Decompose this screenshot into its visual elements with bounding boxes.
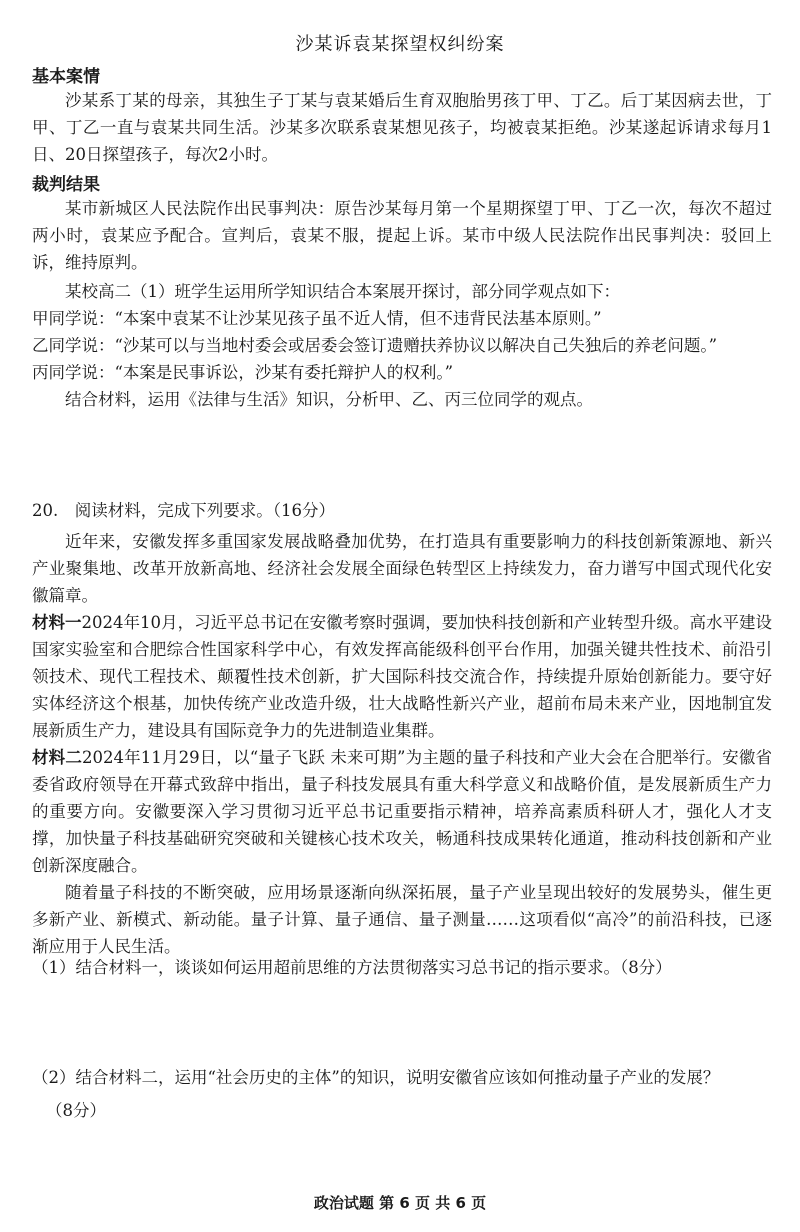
basic-facts-section [32, 62, 772, 168]
question-20-header: 20. 阅读材料，完成下列要求。（16分） [32, 501, 335, 520]
material-2-text-continued: 随着量子科技的不断突破，应用场景逐渐向纵深拓展，量子产业呈现出较好的发展势头，催生更多新产业、新模式、新动能。量子计算、量子通信、量子测量……这项看似“高冷”的前沿科技，已逐渐应用于人民生活。 [32, 883, 772, 956]
view-yi: 乙同学说：“沙某可以与当地村委会或居委会签订遗赠扶养协议以解决自己失独后的养老问题。” [32, 336, 718, 355]
judgment-heading: 裁判结果 [32, 175, 100, 195]
question-20-intro: 近年来，安徽发挥多重国家发展战略叠加优势，在打造具有重要影响力的科技创新策源地、新兴产业聚集地、改革开放新高地、经济社会发展全面绿色转型区上持续发力，奋力谱写中国式现代化安徽篇章。 [32, 532, 772, 605]
material-1-text: 2024年10月，习近平总书记在安徽考察时强调，要加快科技创新和产业转型升级。高水平建设国家实验室和合肥综合性国家科学中心，有效发挥高能级科创平台作用，加强关键共性技术、前沿引领技术、现代工程技术、颠覆性技术创新，扩大国际科技交流合作，持续提升原始创新能力。要守好实体经济这个根基，加快传统产业改造升级，壮大战略性新兴产业，超前布局未来产业，因地制宜发展新质生产力，建设具有国际竞争力的先进制造业集群。 [32, 613, 772, 740]
judgment-section [32, 170, 772, 276]
basic-facts-heading: 基本案情 [32, 67, 100, 87]
judgment-text: 某市新城区人民法院作出民事判决：原告沙某每月第一个星期探望丁甲、丁乙一次，每次不超过两小时，袁某应予配合。宣判后，袁某不服，提起上诉。某市中级人民法院作出民事判决：驳回上诉，维持原判。 [32, 199, 772, 272]
discussion-section [32, 278, 772, 413]
discussion-intro: 某校高二（1）班学生运用所学知识结合本案展开探讨，部分同学观点如下： [65, 282, 620, 301]
sub-question-2-points: （8分） [46, 1101, 106, 1120]
material-2-label: 材料二 [32, 748, 82, 767]
sub-question-2 [32, 1064, 772, 1124]
page-footer: 政治试题 第 6 页 共 6 页 [313, 1194, 487, 1212]
material-1-label: 材料一 [32, 613, 82, 632]
view-bing: 丙同学说：“本案是民事诉讼，沙某有委托辩护人的权利。” [32, 363, 454, 382]
material-2-text: 2024年11月29日，以“量子飞跃 未来可期”为主题的量子科技和产业大会在合肥举行。安徽省委省政府领导在开幕式致辞中指出，量子科技发展具有重大科学意义和战略价值，是发展新质生产力的重要方向。安徽要深入学习贯彻习近平总书记重要指示精神，培养高素质科研人才，强化人才支撑，加快量子科技基础研究突破和关键核心技术攻关，畅通科技成果转化通道，推动科技创新和产业创新深度融合。 [32, 748, 772, 875]
sub-question-2-text: （2）结合材料二，运用“社会历史的主体”的知识，说明安徽省应该如何推动量子产业的发展？ [32, 1068, 720, 1087]
view-jia: 甲同学说：“本案中袁某不让沙某见孩子虽不近人情，但不违背民法基本原则。” [32, 309, 602, 328]
sub-question-1 [32, 954, 772, 981]
sub-question-1-text: （1）结合材料一，谈谈如何运用超前思维的方法贯彻落实习总书记的指示要求。（8分） [32, 958, 672, 977]
case-title: 沙某诉袁某探望权纠纷案 [295, 34, 505, 55]
material-2 [32, 744, 772, 879]
material-1 [32, 609, 772, 744]
basic-facts-text: 沙某系丁某的母亲，其独生子丁某与袁某婚后生育双胞胎男孩丁甲、丁乙。后丁某因病去世，丁甲、丁乙一直与袁某共同生活。沙某多次联系袁某想见孩子，均被袁某拒绝。沙某遂起诉请求每月1日、20日探望孩子，每次2小时。 [32, 91, 772, 164]
question-20-section [32, 497, 772, 960]
case-task: 结合材料，运用《法律与生活》知识，分析甲、乙、丙三位同学的观点。 [65, 390, 593, 409]
